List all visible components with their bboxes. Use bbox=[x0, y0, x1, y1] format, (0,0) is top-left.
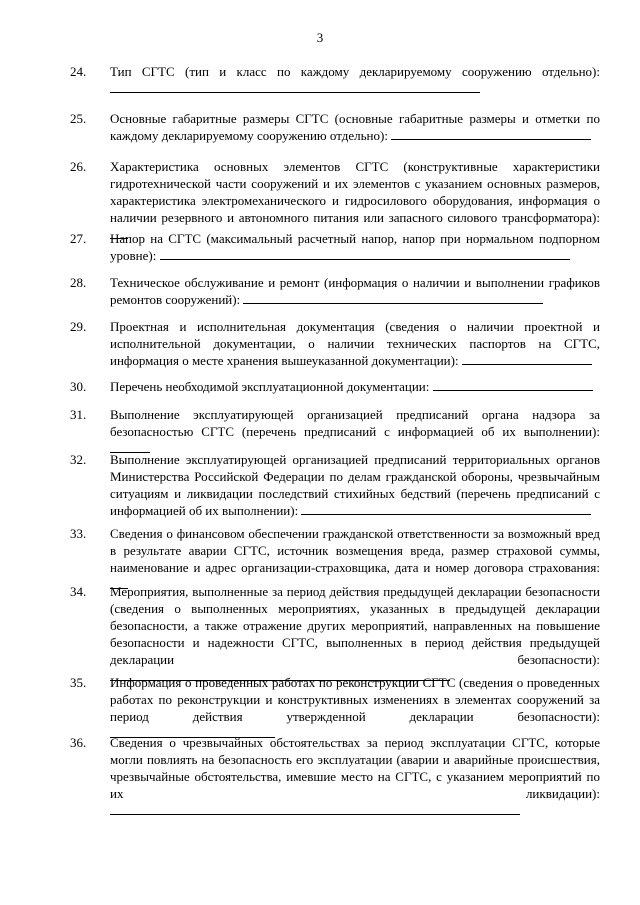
item-text-block bbox=[110, 274, 600, 308]
item-text: Выполнение эксплуатирующей организацией предписаний органа надзора за безопасностью СГТС (перечень предписаний с информацией об их выполнении): bbox=[110, 407, 600, 439]
item-number: 32. bbox=[70, 452, 87, 467]
item-text-block bbox=[110, 674, 600, 742]
item-text: Информация о проведенных работах по реконструкции СГТС (сведения о проведенных работах по реконструкции и конструктивных изменениях в элементах сооружений за период действия утвержденной декларации безопасности): bbox=[110, 675, 600, 724]
item-text: Основные габаритные размеры СГТС (основные габаритные размеры и отметки по каждому декларируемому сооружению отдельно): bbox=[110, 111, 600, 143]
item-text: Проектная и исполнительная документация (сведения о наличии проектной и исполнительной документации, о наличии технических паспортов на СГТС, информация о месте хранения вышеуказанной документации): bbox=[110, 319, 600, 368]
fill-line[interactable] bbox=[391, 127, 591, 140]
item-number: 33. bbox=[70, 526, 87, 541]
item-number: 25. bbox=[70, 111, 87, 126]
item-number: 26. bbox=[70, 159, 87, 174]
item-number: 31. bbox=[70, 407, 87, 422]
item-text: Характеристика основных элементов СГТС (конструктивные характеристики гидротехнической части сооружений и их элементов с указанием основных размеров, характеристика электромеханического и гидросилового оборудования, информация о наличии резервного и автономного питания или запасного силового трансформатора): bbox=[110, 159, 600, 225]
item-text-block bbox=[110, 318, 600, 369]
item-text: Перечень необходимой эксплуатационной документации: bbox=[110, 379, 430, 394]
item-text: Сведения о финансовом обеспечении гражданской ответственности за возможный вред в результате аварии СГТС, источник возмещения вреда, размер страховой суммы, наименование и адрес организации-страховщика, дата и номер договора страхования: bbox=[110, 526, 600, 575]
item-text-block bbox=[110, 734, 600, 819]
item-number: 34. bbox=[70, 584, 87, 599]
item-text-block bbox=[110, 583, 600, 685]
item-text: Мероприятия, выполненные за период действия предыдущей декларации безопасности (сведения о выполненных мероприятиях, указанных в предыдущей декларации безопасности, а также отражение других мероприятий, направленных на повышение безопасности и надежности СГТС, выполненных в период действия предыдущей декларации безопасности): bbox=[110, 584, 600, 667]
item-text-block bbox=[110, 451, 600, 519]
item-number: 27. bbox=[70, 231, 87, 246]
item-text: Напор на СГТС (максимальный расчетный напор, напор при нормальном подпорном уровне): bbox=[110, 231, 600, 263]
fill-line[interactable] bbox=[243, 291, 543, 304]
item-text: Сведения о чрезвычайных обстоятельствах за период эксплуатации СГТС, которые могли повлиять на безопасность его эксплуатации (аварии и аварийные происшествия, чрезвычайные обстоятельства, имевшие место на СГТС, с указанием мероприятий по их ликвидации): bbox=[110, 735, 600, 801]
item-text-block bbox=[110, 230, 600, 264]
fill-line[interactable] bbox=[160, 247, 570, 260]
item-text-block bbox=[110, 378, 600, 395]
item-text-block bbox=[110, 110, 600, 144]
item-text: Техническое обслуживание и ремонт (информация о наличии и выполнении графиков ремонтов сооружений): bbox=[110, 275, 600, 307]
page-number: 3 bbox=[316, 30, 324, 45]
item-number: 36. bbox=[70, 735, 87, 750]
item-number: 35. bbox=[70, 675, 87, 690]
fill-line[interactable] bbox=[110, 802, 520, 815]
fill-line[interactable] bbox=[433, 378, 593, 391]
item-text-block bbox=[110, 63, 600, 97]
fill-line[interactable] bbox=[462, 352, 592, 365]
item-number: 28. bbox=[70, 275, 87, 290]
fill-line[interactable] bbox=[301, 502, 591, 515]
item-text: Тип СГТС (тип и класс по каждому декларируемому сооружению отдельно): bbox=[110, 64, 600, 79]
item-text: Выполнение эксплуатирующей организацией предписаний территориальных органов Министерства Российской Федерации по делам гражданской обороны, чрезвычайным ситуациям и ликвидации последствий стихийных бедствий (перечень предписаний с информацией об их выполнении): bbox=[110, 452, 600, 518]
fill-line[interactable] bbox=[110, 80, 480, 93]
item-number: 24. bbox=[70, 64, 87, 79]
item-text-block bbox=[110, 406, 600, 457]
item-number: 30. bbox=[70, 379, 87, 394]
item-number: 29. bbox=[70, 319, 87, 334]
